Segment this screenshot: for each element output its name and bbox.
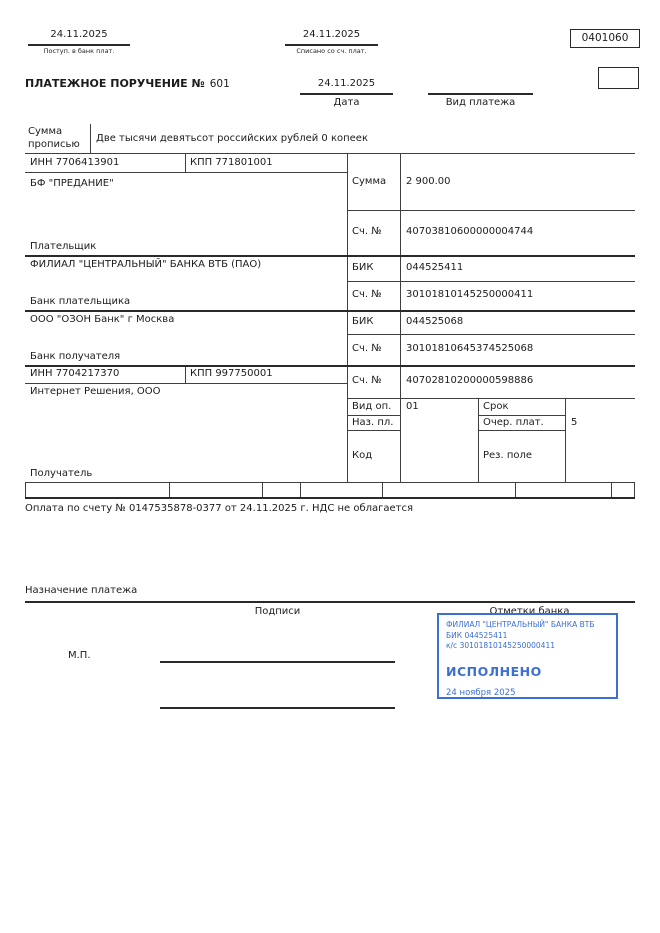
mp-label: М.П. xyxy=(68,650,91,661)
payee-inn-row-line xyxy=(25,383,347,384)
payer-bank-corr-label: Сч. № xyxy=(352,289,382,300)
payee-bank-bik-value: 044525068 xyxy=(406,316,464,327)
payer-account-number: 40703810600000004744 xyxy=(406,226,534,237)
payer-name: БФ "ПРЕДАНИЕ" xyxy=(30,178,114,189)
table-main-divider xyxy=(347,153,348,482)
document-date-label: Дата xyxy=(333,97,360,108)
footer-cell-divider xyxy=(634,482,635,497)
document-number: 601 xyxy=(209,78,230,90)
payee-bank-bik-label: БИК xyxy=(352,316,374,327)
footer-cell-divider xyxy=(169,482,170,497)
document-title: ПЛАТЕЖНОЕ ПОРУЧЕНИЕ № xyxy=(25,77,205,90)
status-box xyxy=(598,67,639,89)
footer-cell-divider xyxy=(382,482,383,497)
signature-line-1 xyxy=(160,661,395,663)
payee-label: Получатель xyxy=(30,468,93,479)
payment-type-line xyxy=(428,93,533,95)
payer-kpp: КПП 771801001 xyxy=(190,157,273,168)
bank-marks-label: Отметки банка xyxy=(489,606,570,617)
payer-bank-bik-value: 044525411 xyxy=(406,262,464,273)
payer-inn: ИНН 7706413901 xyxy=(30,157,120,168)
stamp-status: ИСПОЛНЕНО xyxy=(446,663,542,679)
payer-label: Плательщик xyxy=(30,241,97,252)
document-date: 24.11.2025 xyxy=(317,78,376,89)
table-value-divider xyxy=(400,153,401,482)
received-date-line xyxy=(28,44,130,46)
payee-account-number: 40702810200000598886 xyxy=(406,375,534,386)
payment-type-label: Вид платежа xyxy=(445,97,516,108)
srok-line xyxy=(478,415,565,416)
debited-date: 24.11.2025 xyxy=(302,29,361,40)
payer-bank-section-line xyxy=(25,310,635,312)
payee-bank-corr-value: 30101810645374525068 xyxy=(406,343,534,354)
payee-kpp: КПП 997750001 xyxy=(190,368,273,379)
sum-label: Сумма xyxy=(352,176,387,187)
payee-bank-section-line xyxy=(25,365,635,367)
payer-inn-kpp-divider xyxy=(185,153,186,172)
ops-col-divider xyxy=(478,398,479,482)
payer-bank-name: ФИЛИАЛ "ЦЕНТРАЛЬНЫЙ" БАНКА ВТБ (ПАО) xyxy=(30,259,262,270)
stamp-corr-account: к/с 30101810145250000411 xyxy=(446,641,555,650)
rez-pole-label: Рез. поле xyxy=(483,450,533,461)
signature-line-2 xyxy=(160,707,395,709)
footer-cell-divider xyxy=(611,482,612,497)
amount-words-label: Сумма прописью xyxy=(28,126,80,150)
debited-date-line xyxy=(285,44,378,46)
document-date-line xyxy=(300,93,393,95)
ocher-plat-value: 5 xyxy=(571,417,578,428)
stamp-bank-name: ФИЛИАЛ "ЦЕНТРАЛЬНЫЙ" БАНКА ВТБ xyxy=(446,620,595,629)
table-bottom-thick-line xyxy=(25,497,635,499)
payer-bank-label: Банк плательщика xyxy=(30,296,131,307)
ops-value-divider xyxy=(565,398,566,482)
payee-bik-row-line xyxy=(347,334,635,335)
footer-cell-divider xyxy=(300,482,301,497)
payee-account-label: Сч. № xyxy=(352,375,382,386)
amount-words-value: Две тысячи девятьсот российских рублей 0 копеек xyxy=(96,133,369,144)
srok-label: Срок xyxy=(483,401,509,412)
vid-op-label: Вид оп. xyxy=(352,401,392,412)
payer-section-line xyxy=(25,255,635,257)
payee-inn-kpp-divider xyxy=(185,365,186,383)
payer-account-label: Сч. № xyxy=(352,226,382,237)
payee-bank-name: ООО "ОЗОН Банк" г Москва xyxy=(30,314,175,325)
stamp-bik: БИК 044525411 xyxy=(446,630,508,640)
stamp-date: 24 ноября 2025 xyxy=(446,687,516,698)
payer-bank-bik-label: БИК xyxy=(352,262,374,273)
received-date: 24.11.2025 xyxy=(50,29,108,40)
form-code-box xyxy=(570,29,640,48)
naz-pl-line xyxy=(347,430,400,431)
payer-inn-row-line xyxy=(25,172,347,173)
footer-cell-divider xyxy=(515,482,516,497)
table-bottom-line xyxy=(25,482,635,483)
payment-purpose-text: Оплата по счету № 0147535878-0377 от 24.11.2025 г. НДС не облагается xyxy=(25,503,414,514)
purpose-section-line xyxy=(25,601,635,603)
ops-top-line xyxy=(347,398,635,399)
sum-value: 2 900.00 xyxy=(406,176,451,187)
amount-words-divider xyxy=(90,124,91,153)
kod-label: Код xyxy=(352,450,373,461)
received-date-label: Поступ. в банк плат. xyxy=(43,47,115,55)
footer-cell-divider xyxy=(25,482,26,497)
document-title-row xyxy=(25,78,230,90)
ocher-plat-label: Очер. плат. xyxy=(483,417,544,428)
footer-cell-divider xyxy=(262,482,263,497)
naz-pl-label: Наз. пл. xyxy=(352,417,394,428)
sum-row-line xyxy=(347,210,635,211)
payer-bank-corr-value: 30101810145250000411 xyxy=(406,289,534,300)
debited-date-label: Списано со сч. плат. xyxy=(296,47,367,55)
bank-execution-stamp xyxy=(437,613,618,699)
payment-purpose-label: Назначение платежа xyxy=(25,585,138,596)
payee-name: Интернет Решения, ООО xyxy=(30,386,161,397)
signatures-label: Подписи xyxy=(254,606,301,617)
payer-bik-row-line xyxy=(347,281,635,282)
payee-bank-label: Банк получателя xyxy=(30,351,121,362)
vid-op-value: 01 xyxy=(406,401,419,412)
payee-inn: ИНН 7704217370 xyxy=(30,368,120,379)
ocher-plat-line xyxy=(478,430,565,431)
form-code: 0401060 xyxy=(581,32,629,44)
table-top-line xyxy=(25,153,635,154)
payee-bank-corr-label: Сч. № xyxy=(352,343,382,354)
vid-op-line xyxy=(347,415,400,416)
